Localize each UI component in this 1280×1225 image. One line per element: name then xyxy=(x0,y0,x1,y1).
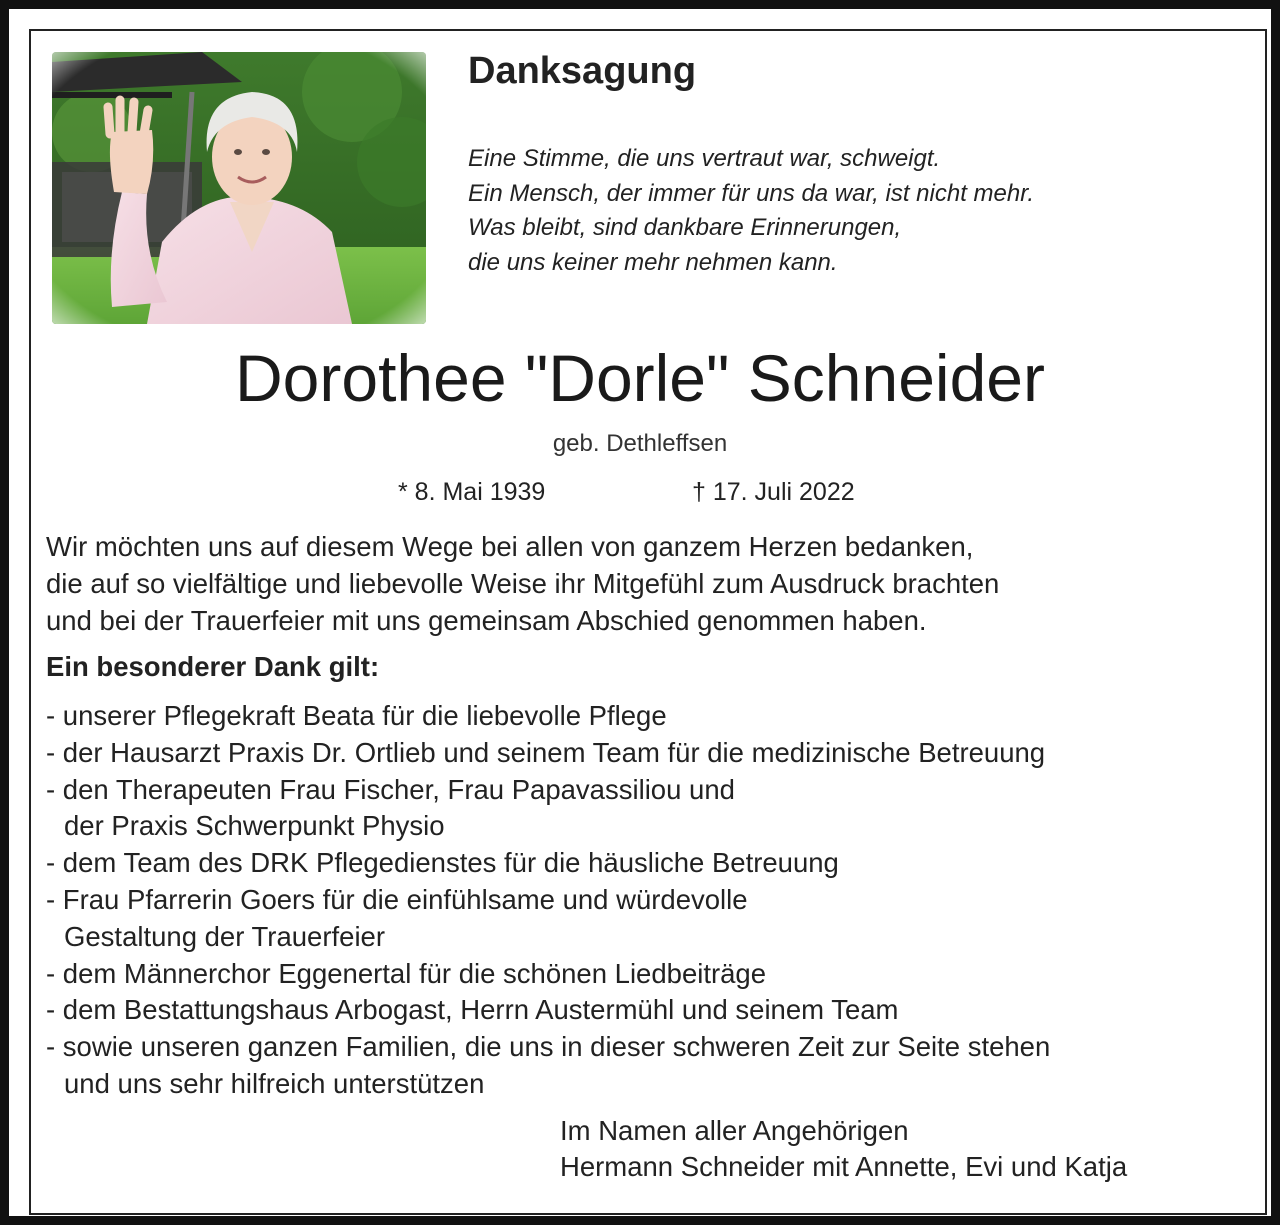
portrait-photo xyxy=(52,52,426,324)
thanks-line: die auf so vielfältige und liebevolle Weise ihr Mitgefühl zum Ausdruck brachten xyxy=(46,568,1000,599)
list-item: - der Hausarzt Praxis Dr. Ortlieb und seinem Team für die medizinische Betreuung xyxy=(46,736,1046,768)
thanks-line: Wir möchten uns auf diesem Wege bei allen von ganzem Herzen bedanken, xyxy=(46,531,974,562)
list-item: - dem Männerchor Eggenertal für die schönen Liedbeiträge xyxy=(46,957,767,989)
maiden-name: geb. Dethleffsen xyxy=(552,430,728,457)
list-item: - Frau Pfarrerin Goers für die einfühlsame und würdevolle xyxy=(46,883,748,915)
list-item: - dem Bestattungshaus Arbogast, Herrn Austermühl und seinem Team xyxy=(46,994,899,1026)
birth-date: * 8. Mai 1939 xyxy=(398,478,546,506)
list-item: - dem Team des DRK Pflegedienstes für die häusliche Betreuung xyxy=(46,847,839,879)
thanks-paragraph xyxy=(46,528,999,639)
poem-line: Eine Stimme, die uns vertraut war, schweigt. xyxy=(468,145,941,172)
signature-block xyxy=(560,1113,1127,1185)
signature-line: Hermann Schneider mit Annette, Evi und Katja xyxy=(560,1151,1128,1182)
special-thanks-heading: Ein besonderer Dank gilt: xyxy=(46,651,380,682)
deceased-name: Dorothee "Dorle" Schneider xyxy=(235,341,1045,415)
special-thanks-list xyxy=(46,698,1050,1103)
list-item: - sowie unseren ganzen Familien, die uns in dieser schweren Zeit zur Seite stehen xyxy=(46,1031,1051,1063)
list-item-continuation: Gestaltung der Trauerfeier xyxy=(64,920,386,952)
list-item-continuation: und uns sehr hilfreich unterstützen xyxy=(64,1067,485,1099)
notice-heading: Danksagung xyxy=(468,50,697,92)
signature-line: Im Namen aller Angehörigen xyxy=(560,1115,909,1146)
poem-line: Was bleibt, sind dankbare Erinnerungen, xyxy=(468,214,902,241)
list-item: - unserer Pflegekraft Beata für die liebevolle Pflege xyxy=(46,700,667,731)
list-item: - den Therapeuten Frau Fischer, Frau Papavassiliou und xyxy=(46,773,735,805)
thanks-line: und bei der Trauerfeier mit uns gemeinsam Abschied genommen haben. xyxy=(46,605,927,636)
poem xyxy=(468,142,1034,280)
death-date: † 17. Juli 2022 xyxy=(692,478,855,506)
list-item-continuation: der Praxis Schwerpunkt Physio xyxy=(64,810,445,842)
poem-line: die uns keiner mehr nehmen kann. xyxy=(468,248,838,276)
poem-line: Ein Mensch, der immer für uns da war, ist nicht mehr. xyxy=(468,179,1034,207)
